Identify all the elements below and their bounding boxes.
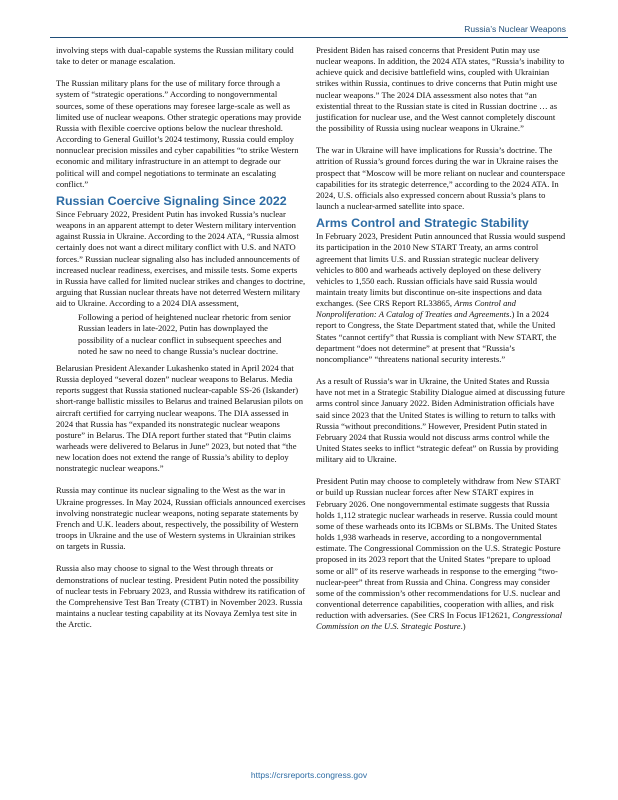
paragraph-text: In February 2023, President Putin announced that Russia would suspend its participation in the 2010 New START Treaty, an arms control agreement that limits U.S. and Russian strategic nuclear delivery vehicles to 800 and warheads actively deployed on these delivery vehicles to 1,550 each. Russian officials have said Russia would maintain treaty limits but discontinue on-site inspections and data exchanges. (See CRS Report RL33865, bbox=[316, 231, 566, 309]
paragraph bbox=[316, 231, 566, 365]
running-header: Russia’s Nuclear Weapons bbox=[464, 24, 566, 34]
paragraph: involving steps with dual-capable systems the Russian military could take to deter or manage escalation. bbox=[56, 45, 294, 67]
paragraph: Belarusian President Alexander Lukashenko stated in April 2024 that Russia deployed “several dozen” nuclear weapons to Belarus. Media reports suggest that Russia stationed nuclear-capable SS-26 (Iskander) short-range ballistic missiles to Belarus and trained Belarusian pilots on aircraft certified for carrying nuclear weapons. The DIA assessed in 2024 that Russia has “expanded its nonstrategic nuclear weapons posture” in Belarus. The DIA report further stated that “Putin claims warheads were delivered to Belarus in June” 2023, but noted that “the new location does not extend the range of Russia’s ability to deploy nonstrategic nuclear weapons.” bbox=[56, 362, 304, 474]
paragraph-text: President Putin may choose to completely withdraw from New START or build up Russian nuclear forces after New START expires in February 2026. One nongovernmental estimate suggests that Russia holds 1,112 strategic nuclear warheads in reserve. Russia could mount some of these warheads onto its ICBMs or SLBMs. The United States holds 1,938 warheads in reserve, according to a nongovernmental estimate. The Congressional Commission on the U.S. Strategic Posture proposed in its 2023 report that the United States “prepare to upload some or all” of its reserve warheads in response to the emerging “two-nuclear-peer” threat from Russia and China. Congress may consider some of the commission’s other recommendations for U.S. nuclear and conventional deterrence capabilities, cooperation with allies, and risk reduction with adversaries. (See CRS In Focus IF12621, bbox=[316, 476, 561, 621]
paragraph-text: .) bbox=[460, 621, 466, 632]
section-heading: Russian Coercive Signaling Since 2022 bbox=[56, 193, 287, 208]
paragraph bbox=[316, 476, 566, 632]
left-column bbox=[56, 45, 306, 641]
section-heading: Arms Control and Strategic Stability bbox=[316, 216, 529, 231]
header-rule bbox=[50, 37, 568, 38]
paragraph: Russia also may choose to signal to the West through threats or demonstrations of nuclear testing. President Putin noted the possibility of nuclear tests in February 2023, and Russia withdrew its ratification of the Comprehensive Test Ban Treaty (CTBT) in November 2023. Russia maintains a nuclear testing capability at its Novaya Zemlya test site in the Arctic. bbox=[56, 563, 306, 630]
right-column bbox=[316, 45, 566, 644]
paragraph: Since February 2022, President Putin has invoked Russia’s nuclear weapons in an apparent attempt to deter Western military intervention against Russia in Ukraine. According to the 2024 ATA, “Russia almost certainly does not want a direct military conflict with U.S. and NATO forces.” Russian nuclear signaling also has included announcements of increased nuclear readiness, exercises, and missile tests. Some experts in Russia have called for limited nuclear strikes and changes to doctrine, arguing that Russian nuclear threats have not deterred Western military aid to Ukraine. According to a 2024 DIA assessment, bbox=[56, 208, 306, 309]
report-title: Arms Control and Nonproliferation: A Catalog of Treaties and Agreements bbox=[316, 298, 516, 320]
paragraph: President Biden has raised concerns that President Putin may use nuclear weapons. In addition, the 2024 ATA states, “Russia’s inability to achieve quick and decisive battlefield wins, coupled with Ukrainian strikes within Russia, continues to drive concerns that Putin might use nuclear weapons.” The 2024 DIA assessment also notes that “an existential threat to the Russian state is cited in Russian doctrine … as justification for nuclear use, and the West cannot completely discount the possibility of Russia using nuclear weapons in Ukraine.” bbox=[316, 45, 565, 134]
paragraph: As a result of Russia’s war in Ukraine, the United States and Russia have not met in a Strategic Stability Dialogue aimed at discussing future arms control since January 2022. Biden Administration officials have said since 2023 that the United States is willing to return to talks with Russia “without preconditions.” However, President Putin stated in February 2024 that Russia would not discuss arms control while the United States seeks to inflict “strategic defeat” on Russia by providing military aid to Ukraine. bbox=[316, 376, 565, 465]
paragraph-text: .) In a 2024 report to Congress, the State Department stated that, while the United States “cannot certify” that Russia is compliant with New START, the department “does not determine” at present that “Russia’s noncompliance” “threatens national security interests.” bbox=[316, 309, 557, 364]
paragraph: The war in Ukraine will have implications for Russia’s doctrine. The attrition of Russia’s ground forces during the war in Ukraine raises the prospect that “Moscow will be more reliant on nuclear and counterspace capabilities for its strategic deterrence,” according to the 2024 ATA. In 2024, U.S. officials also expressed concern about Russia’s plans to launch a nuclear-armed satellite into space. bbox=[316, 145, 566, 212]
paragraph: The Russian military plans for the use of military force through a system of “strategic operations.” According to nongovernmental sources, some of these operations may foresee large-scale as well as limited use of nuclear weapons. Other strategic operations may provide Russia with flexible coercive options below the nuclear threshold. According to General Guillot’s 2024 testimony, Russia could employ nonnuclear precision missiles and cyber capabilities “to strike Western economic and military infrastructure in an attempt to degrade our political will and compel negotiations to terminate an escalating conflict.” bbox=[56, 78, 302, 189]
footer-url[interactable]: https://crsreports.congress.gov bbox=[250, 770, 368, 780]
report-title: Congressional Commission on the U.S. Strategic Posture bbox=[316, 610, 563, 632]
block-quote: Following a period of heightened nuclear rhetoric from senior Russian leaders in late-2022, Putin has downplayed the possibility of a nuclear conflict in subsequent speeches and noted he saw no need to change Russia’s nuclear doctrine. bbox=[78, 312, 291, 356]
paragraph: Russia may continue its nuclear signaling to the West as the war in Ukraine progresses. In May 2024, Russian officials announced exercises involving nonstrategic nuclear weapons, noting separate statements by French and U.K. leaders about, respectively, the possibility of Western troops in Ukraine and the use of Western systems in Ukrainian strikes on targets in Russia. bbox=[56, 485, 306, 552]
